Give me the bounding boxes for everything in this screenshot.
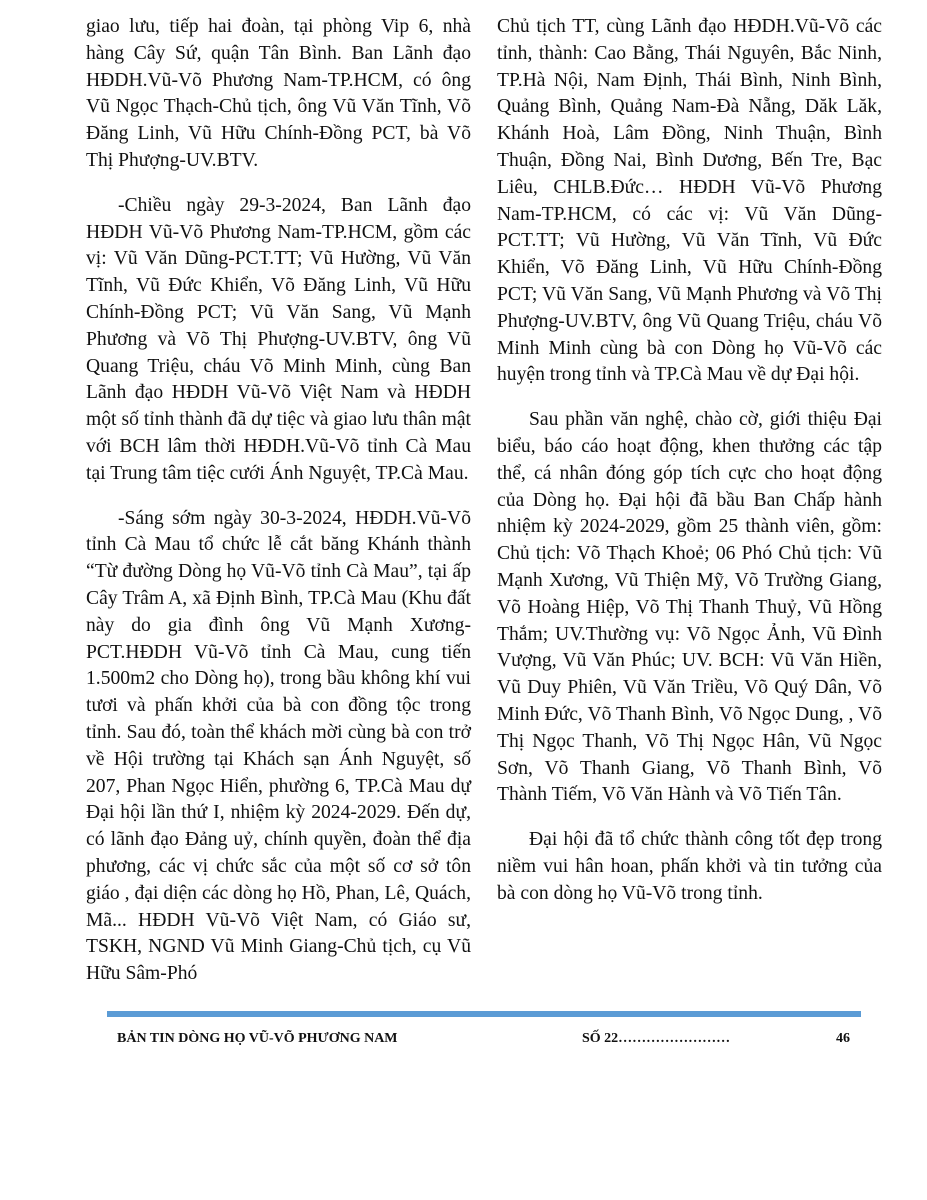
footer-page-number: 46	[836, 1031, 850, 1046]
article-left-column	[86, 14, 471, 988]
paragraph: Sau phần văn nghệ, chào cờ, giới thiệu Đại biểu, báo cáo hoạt động, khen thưởng các tập thể, cá nhân đóng góp tích cực cho hoạt động của Dòng họ. Đại hội đã bầu Ban Chấp hành nhiệm kỳ 2024-2029, gồm 25 thành viên, gồm: Chủ tịch: Võ Thạch Khoẻ; 06 Phó Chủ tịch: Vũ Mạnh Xương, Vũ Thiện Mỹ, Võ Trường Giang, Võ Hoàng Hiệp, Võ Thị Thanh Thuỷ, Vũ Hồng Thắm; UV.Thường vụ: Võ Ngọc Ảnh, Vũ Đình Vượng, Vũ Văn Phúc; UV. BCH: Vũ Văn Hiền, Vũ Duy Phiên, Vũ Văn Triều, Võ Quý Dân, Võ Minh Đức, Võ Thanh Bình, Võ Ngọc Dung, , Võ Thị Ngọc Thanh, Võ Thị Ngọc Hân, Vũ Ngọc Sơn, Võ Thanh Giang, Võ Thanh Bình, Võ Thành Tiếm, Võ Văn Hành và Võ Tiến Tân.	[497, 409, 882, 806]
paragraph: -Chiều ngày 29-3-2024, Ban Lãnh đạo HĐDH Vũ-Võ Phương Nam-TP.HCM, gồm các vị: Vũ Văn Dũng-PCT.TT; Vũ Hường, Vũ Văn Tĩnh, Vũ Đức Khiển, Võ Đăng Linh, Vũ Hữu Chính-Đồng PCT; Vũ Văn Sang, Vũ Mạnh Phương và Võ Thị Phượng-UV.BTV, ông Vũ Quang Triệu, cháu Võ Minh Minh, cùng Ban Lãnh đạo HĐDH Vũ-Võ Việt Nam và HĐDH một số tỉnh thành đã dự tiệc và giao lưu thân mật với BCH lâm thời HĐDH.Vũ-Võ tỉnh Cà Mau tại Trung tâm tiệc cưới Ánh Nguyệt, TP.Cà Mau.	[86, 194, 471, 484]
paragraph: giao lưu, tiếp hai đoàn, tại phòng Vip 6, nhà hàng Cây Sứ, quận Tân Bình. Ban Lãnh đạo HĐDH.Vũ-Võ Phương Nam-TP.HCM, có ông Vũ Ngọc Thạch-Chủ tịch, ông Vũ Văn Tĩnh, Võ Đăng Linh, Vũ Hữu Chính-Đồng PCT, bà Võ Thị Phượng-UV.BTV.	[86, 16, 471, 171]
footer-publication-title: BẢN TIN DÒNG HỌ VŨ-VÕ PHƯƠNG NAM	[117, 1031, 398, 1046]
article-right-column	[497, 14, 882, 908]
footer-divider	[107, 1011, 861, 1017]
footer-issue-number: SỐ 22……………………	[582, 1031, 731, 1046]
paragraph: -Sáng sớm ngày 30-3-2024, HĐDH.Vũ-Võ tỉnh Cà Mau tổ chức lễ cắt băng Khánh thành “Từ đường Dòng họ Vũ-Võ tỉnh Cà Mau”, tại ấp Cây Trâm A, xã Định Bình, TP.Cà Mau (Khu đất này do gia đình ông Vũ Mạnh Xương-PCT.HĐDH Vũ-Võ tỉnh Cà Mau, cung tiến 1.500m2 cho Dòng họ), trong bầu không khí vui tươi và phấn khởi của bà con đồng tộc trong tỉnh. Sau đó, toàn thể khách mời cùng bà con trở về Hội trường tại Khách sạn Ánh Nguyệt, số 207, Phan Ngọc Hiển, phường 6, TP.Cà Mau dự Đại hội lần thứ I, nhiệm kỳ 2024-2029. Đến dự, có lãnh đạo Đảng uỷ, chính quyền, đoàn thể địa phương, các vị chức sắc của một số cơ sở tôn giáo , đại diện các dòng họ Hồ, Phan, Lê, Quách, Mã... HĐDH Vũ-Võ Việt Nam, có Giáo sư, TSKH, NGND Vũ Minh Giang-Chủ tịch, cụ Vũ Hữu Sâm-Phó	[86, 507, 471, 985]
paragraph: Đại hội đã tổ chức thành công tốt đẹp trong niềm vui hân hoan, phấn khởi và tin tưởng của bà con dòng họ Vũ-Võ trong tỉnh.	[497, 829, 882, 904]
paragraph: Chủ tịch TT, cùng Lãnh đạo HĐDH.Vũ-Võ các tỉnh, thành: Cao Bằng, Thái Nguyên, Bắc Ninh, TP.Hà Nội, Nam Định, Thái Bình, Ninh Bình, Quảng Bình, Quảng Nam-Đà Nẵng, Dăk Lăk, Khánh Hoà, Lâm Đồng, Ninh Thuận, Bình Thuận, Đồng Nai, Bình Dương, Bến Tre, Bạc Liêu, CHLB.Đức… HĐDH Vũ-Võ Phương Nam-TP.HCM, có các vị: Vũ Văn Dũng-PCT.TT; Vũ Hường, Vũ Văn Tĩnh, Vũ Đức Khiển, Võ Đăng Linh, Vũ Hữu Chính-Đồng PCT; Vũ Văn Sang, Vũ Mạnh Phương và Võ Thị Phượng-UV.BTV, ông Vũ Quang Triệu, cháu Võ Minh Minh cùng bà con Dòng họ Vũ-Võ các huyện trong tỉnh và TP.Cà Mau về dự Đại hội.	[497, 16, 882, 386]
